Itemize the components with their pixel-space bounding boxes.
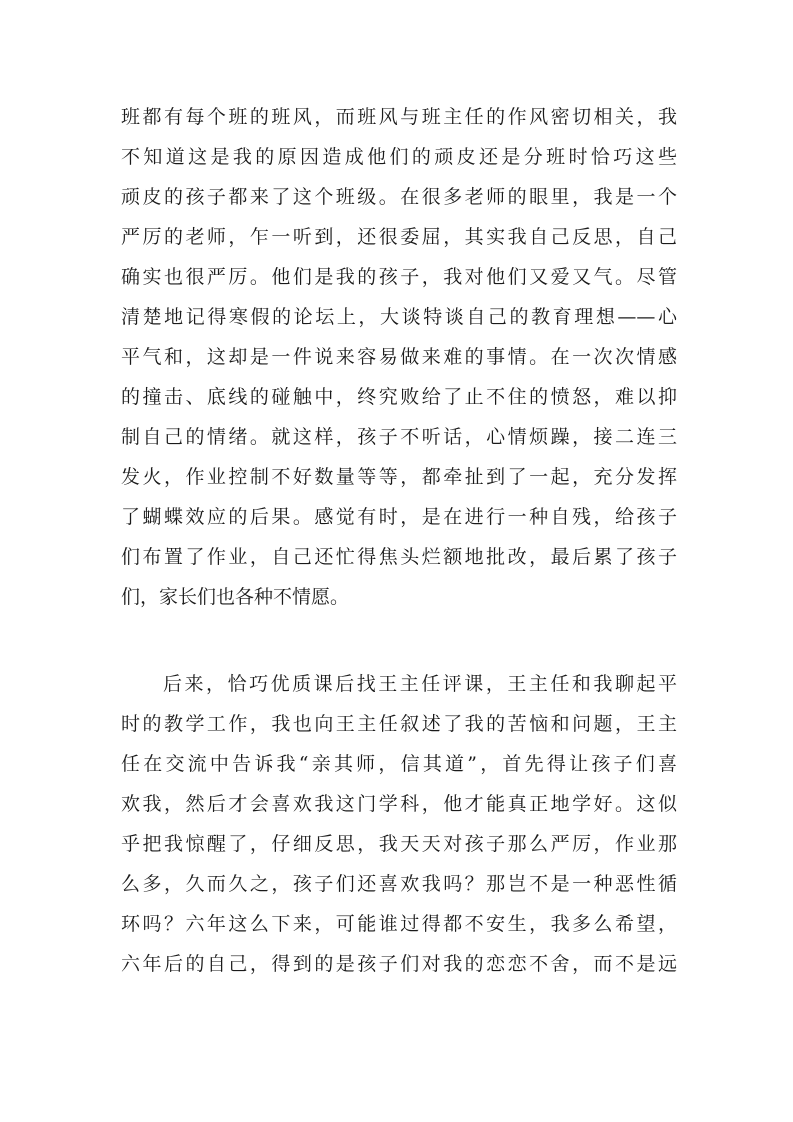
text-line: 平气和，这却是一件说来容易做来难的事情。在一次次情感 (121, 346, 677, 368)
text-line: 制自己的情绪。就这样，孩子不听话，心情烦躁，接二连三 (121, 426, 677, 448)
text-line: 欢我，然后才会喜欢我这门学科，他才能真正地学好。这似 (121, 793, 677, 815)
text-line: 们布置了作业，自己还忙得焦头烂额地批改，最后累了孩子 (121, 546, 677, 568)
text-line: 乎把我惊醒了，仔细反思，我天天对孩子那么严厉，作业那 (121, 833, 677, 855)
text-line: 确实也很严厉。他们是我的孩子，我对他们又爱又气。尽管 (121, 266, 677, 288)
text-line: 班都有每个班的班风，而班风与班主任的作风密切相关，我 (121, 106, 677, 128)
text-line: 六年后的自己，得到的是孩子们对我的恋恋不舍，而不是远 (121, 953, 677, 975)
text-line: 清楚地记得寒假的论坛上，大谈特谈自己的教育理想——心 (121, 306, 677, 328)
text-line: 了蝴蝶效应的后果。感觉有时，是在进行一种自残，给孩子 (121, 506, 677, 528)
text-line: 们，家长们也各种不情愿。 (121, 586, 350, 608)
paragraph-1 (121, 97, 677, 617)
text-line: 后来，恰巧优质课后找王主任评课，王主任和我聊起平 (163, 673, 677, 695)
text-line: 发火，作业控制不好数量等等，都牵扯到了一起，充分发挥 (121, 466, 677, 488)
text-line: 时的教学工作，我也向王主任叙述了我的苦恼和问题，王主 (121, 713, 677, 735)
text-line: 任在交流中告诉我“亲其师，信其道”，首先得让孩子们喜 (121, 753, 677, 775)
text-line: 顽皮的孩子都来了这个班级。在很多老师的眼里，我是一个 (121, 186, 677, 208)
text-line: 严厉的老师，乍一听到，还很委屈，其实我自己反思，自己 (121, 226, 677, 248)
text-line: 环吗？六年这么下来，可能谁过得都不安生，我多么希望， (121, 913, 677, 935)
paragraph-2 (121, 664, 677, 984)
text-line: 么多，久而久之，孩子们还喜欢我吗？那岂不是一种恶性循 (121, 873, 677, 895)
text-line: 的撞击、底线的碰触中，终究败给了止不住的愤怒，难以抑 (121, 386, 677, 408)
text-line: 不知道这是我的原因造成他们的顽皮还是分班时恰巧这些 (121, 146, 677, 168)
